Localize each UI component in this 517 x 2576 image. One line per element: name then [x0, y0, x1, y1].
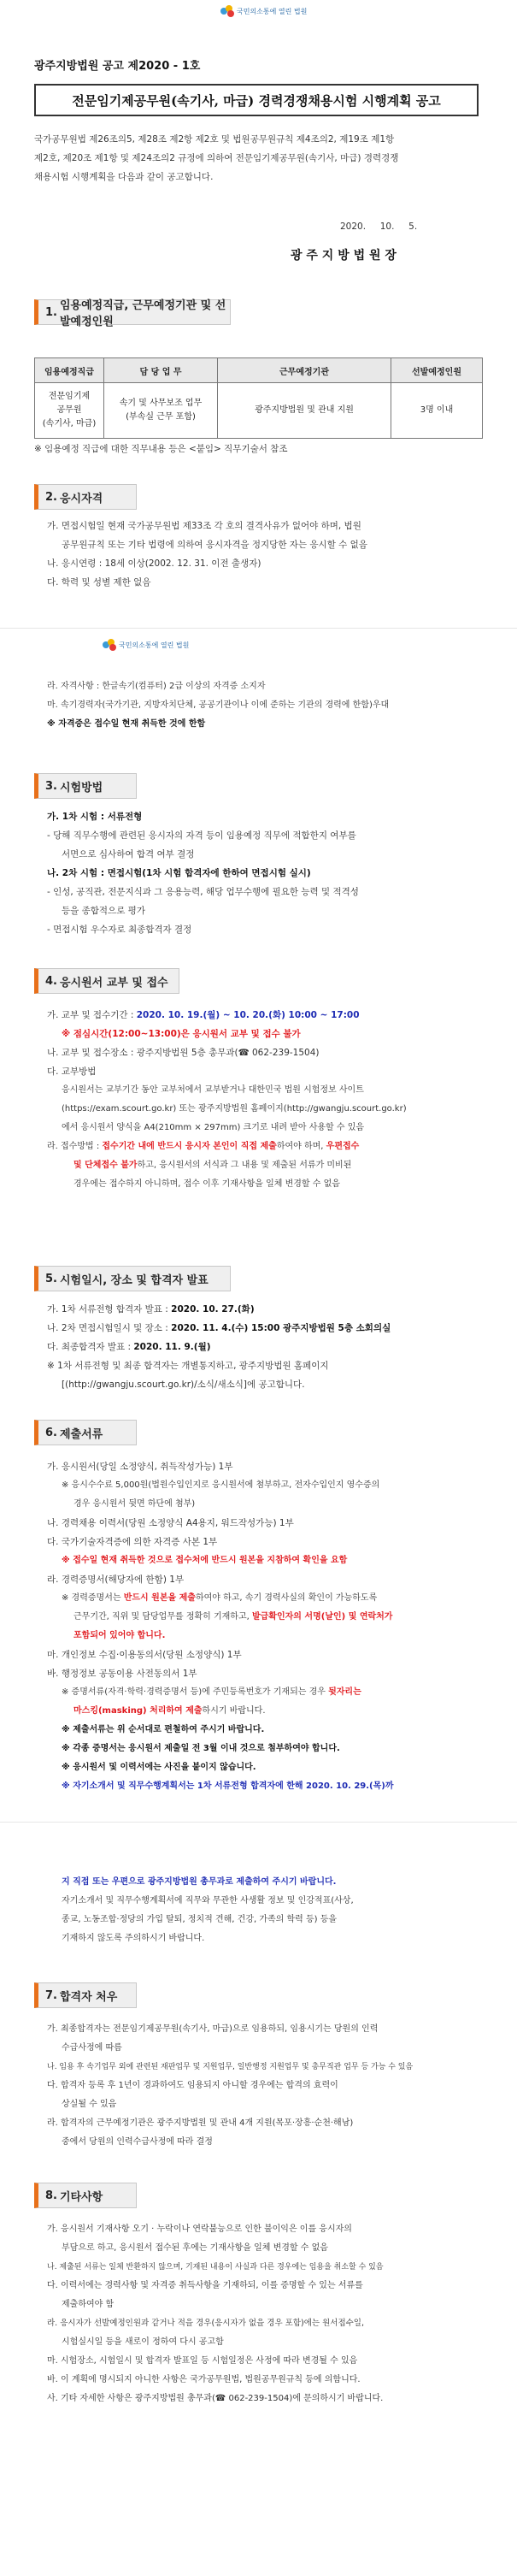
s6-note: ※ 응시원서 및 이력서에는 사진을 붙이지 않습니다. — [62, 1763, 256, 1772]
s4-submit-2: 및 단체접수 불가하고, 응시원서의 서식과 그 내용 및 제출된 서류가 미비된 — [73, 1161, 352, 1170]
table-note: ※ 임용예정 직급에 대한 직무내용 등은 <붙임> 직무기술서 참조 — [34, 444, 288, 454]
s8-line: 부담으로 하고, 응시원서 접수된 후에는 기재사항을 일체 변경할 수 없음 — [62, 2243, 328, 2253]
s6-line: 가. 응시원서(당일 소정양식, 취득작성가능) 1부 — [47, 1462, 233, 1472]
s6-line: 다. 국가기술자격증에 의한 자격증 사본 1부 — [47, 1537, 218, 1547]
s3-line: 서면으로 심사하여 합격 여부 결정 — [62, 849, 195, 860]
s7-line: 수급사정에 따름 — [62, 2043, 122, 2053]
notice-number: 광주지방법원 공고 제2020 - 1호 — [34, 60, 201, 73]
s6-note: ※ 접수일 현재 취득한 것으로 접수처에 반드시 원본을 지참하여 확인을 요함 — [62, 1556, 348, 1565]
table-row — [35, 383, 483, 439]
s2-line: 공무원규칙 또는 기타 법령에 의하여 응시자격을 정지당한 자는 응시할 수 없음 — [62, 540, 367, 550]
s2-line: 나. 응시연령 : 18세 이상(2002. 12. 31. 이전 출생자) — [47, 558, 261, 569]
s3-line: - 면접시험 우수자로 최종합격자 결정 — [47, 925, 192, 935]
s6-note-cont: 지 직접 또는 우편으로 광주지방법원 총무과로 제출하여 주시기 바랍니다. — [62, 1877, 337, 1887]
s6-line: 나. 경력채용 이력서(당원 소정양식 A4용지, 워드작성가능) 1부 — [47, 1518, 294, 1528]
court-logo-mid — [103, 639, 189, 651]
s4-line: 응시원서는 교부기간 동안 교부처에서 교부받거나 대한민국 법원 시험정보 사이트 — [62, 1085, 364, 1095]
s2-line: 가. 면접시험일 현재 국가공무원법 제33조 각 호의 결격사유가 없어야 하며, 법원 — [47, 521, 361, 531]
logo-icon — [220, 5, 234, 17]
s6-note: ※ 자기소개서 및 직무수행계획서는 1차 서류전형 합격자에 한해 2020. 10. 29.(목)까 — [62, 1781, 394, 1791]
s8-line: 다. 이력서에는 경력사항 및 자격증 취득사항을 기재하되, 이를 증명할 수 있는 서류를 — [47, 2281, 363, 2290]
s4-line: 에서 응시원서 양식을 A4(210mm × 297mm) 크기로 내려 받아 사용할 수 있음 — [62, 1123, 365, 1132]
s6-line: 마. 개인정보 수집·이용동의서(당원 소정양식) 1부 — [47, 1650, 242, 1660]
s6-line: 기재하지 않도록 주의하시기 바랍니다. — [62, 1934, 205, 1943]
s3-line: - 당해 직무수행에 관련된 응시자의 자격 등이 임용예정 직무에 적합한지 여부를 — [47, 830, 356, 841]
s6-note: ※ 각종 증명서는 응시원서 제출일 전 3월 이내 것으로 첨부하여야 합니다. — [62, 1744, 340, 1753]
table-header: 담 당 업 무 — [104, 358, 218, 383]
s8-line: 제출하여야 함 — [62, 2300, 115, 2309]
s3-line: 가. 1차 시험 : 서류전형 — [47, 812, 143, 822]
table-cell-grade: 전문임기제 공무원 (속기사, 마급) — [35, 383, 104, 439]
section-1-header: 1. 임용예정직급, 근무예정기관 및 선발예정인원 — [34, 299, 231, 325]
s7-line: 가. 최종합격자는 전문임기제공무원(속기사, 마급)으로 임용하되, 임용시기는 당원의 인력 — [47, 2024, 379, 2034]
page-divider — [0, 1822, 517, 1823]
intro-line-2: 제2호, 제20조 제1항 및 제24조의2 규정에 의하여 전문임기제공무원(속기사, 마급) 경력경쟁 — [34, 153, 399, 163]
s6-line: 근무기간, 직위 및 담당업무를 정확히 기재하고, 발급확인자의 서명(날인) 및 연락처가 — [73, 1612, 393, 1622]
s2-line: 마. 속기경력자(국가기관, 지방자치단체, 공공기관이나 이에 준하는 기관의 경력에 한함)우대 — [47, 700, 390, 710]
s2-line: 라. 자격사항 : 한글속기(컴퓨터) 2급 이상의 자격증 소지자 — [47, 682, 266, 691]
table-header: 선발예정인원 — [391, 358, 483, 383]
s4-period: 가. 교부 및 접수기간 : 2020. 10. 19.(월) ~ 10. 20.(화) 10:00 ~ 17:00 — [47, 1010, 360, 1020]
s8-line: 마. 시험장소, 시험일시 및 합격자 발표일 등 시험일정은 사정에 따라 변경될 수 있음 — [47, 2356, 358, 2366]
s3-line: 나. 2차 시험 : 면접시험(1차 시험 합격자에 한하여 면접시험 실시) — [47, 868, 311, 878]
recruitment-table — [34, 357, 483, 439]
s4-link-line: (https://exam.scourt.go.kr) 또는 광주지방법원 홈페이지(http://gwangju.scourt.go.kr) — [62, 1104, 407, 1114]
s3-line: 등을 종합적으로 평가 — [62, 906, 145, 916]
table-header: 근무예정기관 — [218, 358, 391, 383]
s6-note: ※ 제출서류는 위 순서대로 편철하여 주시기 바랍니다. — [62, 1725, 265, 1734]
page-divider — [0, 628, 517, 629]
section-8-header: 8. 기타사항 — [34, 2183, 137, 2208]
s6-line: 포함되어 있어야 합니다. — [73, 1631, 166, 1640]
section-5-header: 5. 시험일시, 장소 및 합격자 발표 — [34, 1266, 231, 1291]
s6-line: ※ 경력증명서는 반드시 원본을 제출하여야 하고, 속기 경력사실의 확인이 가능하도록 — [62, 1593, 378, 1603]
s4-place: 나. 교부 및 접수장소 : 광주지방법원 5층 총무과(☎ 062-239-1504) — [47, 1048, 320, 1058]
section-3-header: 3. 시험방법 — [34, 773, 137, 799]
page-title: 전문임기제공무원(속기사, 마급) 경력경쟁채용시험 시행계획 공고 — [34, 84, 479, 116]
notice-date: 2020. 10. 5. — [340, 222, 418, 232]
intro-line-1: 국가공무원법 제26조의5, 제28조 제2항 제2호 및 법원공무원규칙 제4조의2, 제19조 제1항 — [34, 134, 395, 145]
section-6-header: 6. 제출서류 — [34, 1420, 137, 1445]
s6-line: 자기소개서 및 직무수행계획서에 직무와 무관한 사생활 정보 및 인강적표(사상, — [62, 1896, 354, 1905]
s6-line: 종교, 노동조합·정당의 가입 탈퇴, 정치적 견해, 건강, 가족의 학력 등) 등을 — [62, 1915, 338, 1924]
table-cell-duty: 속기 및 사무보조 업무 (부속실 근무 포함) — [104, 383, 218, 439]
signature: 광 주 지 방 법 원 장 — [291, 249, 397, 263]
s6-line: 바. 행정정보 공동이용 사전동의서 1부 — [47, 1669, 197, 1679]
s7-line: 라. 합격자의 근무예정기관은 광주지방법원 및 관내 4개 지원(목포·장흥·순천·해남) — [47, 2118, 354, 2128]
s8-line: 바. 이 계획에 명시되지 아니한 사항은 국가공무원법, 법원공무원규칙 등에 의함니다. — [47, 2375, 361, 2384]
s8-line: 라. 응시자가 선발예정인원과 같거나 적을 경우(응시자가 없을 경우 포함)에는 원서접수일, — [47, 2319, 365, 2328]
table-cell-count: 3명 이내 — [391, 383, 483, 439]
s4-submit: 라. 접수방법 : 접수기간 내에 반드시 응시자 본인이 직접 제출하여야 하며, 우편접수 — [47, 1142, 360, 1151]
section-2-header: 2. 응시자격 — [34, 484, 137, 510]
s6-line: 마스킹(masking) 처리하여 제출하시기 바랍니다. — [73, 1706, 266, 1716]
logo-icon — [103, 639, 116, 651]
s4-lunch-note: ※ 점심시간(12:00~13:00)은 응시원서 교부 및 접수 불가 — [62, 1029, 301, 1039]
s8-line: 사. 기타 자세한 사항은 광주지방법원 총무과(☎ 062-239-1504)에 문의하시기 바랍니다. — [47, 2394, 384, 2403]
s5-line: 가. 1차 서류전형 합격자 발표 : 2020. 10. 27.(화) — [47, 1304, 255, 1315]
s8-line: 가. 응시원서 기재사항 오기 · 누락이나 연락불능으로 인한 불이익은 이를 응시자의 — [47, 2224, 352, 2234]
s5-line: 다. 최종합격자 발표 : 2020. 11. 9.(월) — [47, 1342, 211, 1352]
s7-line: 상실될 수 있음 — [62, 2100, 117, 2109]
logo-text: 국민의소통에 열린 법원 — [119, 641, 190, 649]
s7-line: 다. 합격자 등록 후 1년이 경과하여도 임용되지 아니할 경우에는 합격의 효력이 — [47, 2081, 338, 2090]
s8-line: 나. 제출된 서류는 일체 반환하지 않으며, 기재된 내용이 사실과 다른 경우에는 임용을 취소할 수 있음 — [47, 2263, 384, 2272]
s6-line: ※ 응시수수료 5,000원(법원수입인지로 응시원서에 첨부하고, 전자수입인지 영수증의 — [62, 1480, 380, 1490]
s6-line: ※ 증명서류(자격·학력·경력증명서 등)에 주민등록번호가 기재되는 경우 뒷자리는 — [62, 1687, 361, 1697]
court-logo-top — [220, 5, 307, 17]
s2-note: ※ 자격증은 접수일 현재 취득한 것에 한함 — [47, 719, 206, 729]
s3-line: - 인성, 공직관, 전문지식과 그 응용능력, 해당 업무수행에 필요한 능력 및 적격성 — [47, 887, 359, 897]
s6-line: 라. 경력증명서(해당자에 한함) 1부 — [47, 1575, 185, 1585]
section-4-header: 4. 응시원서 교부 및 접수 — [34, 968, 179, 994]
s4-method-label: 다. 교부방법 — [47, 1066, 97, 1077]
s8-line: 시험실시일 등을 새로이 정하여 다시 공고함 — [62, 2337, 224, 2347]
s7-line: 나. 임용 후 속기업무 외에 관련된 재판업무 및 지원업무, 일반행정 지원업무 및 총무직관 업무 등 가능 수 있음 — [47, 2063, 414, 2071]
logo-text: 국민의소통에 열린 법원 — [237, 7, 308, 15]
s5-note: [(http://gwangju.scourt.go.kr)/소식/새소식]에 공고합니다. — [62, 1380, 305, 1390]
table-header: 임용예정직급 — [35, 358, 104, 383]
s5-line: 나. 2차 면접시험일시 및 장소 : 2020. 11. 4.(수) 15:00 광주지방법원 5층 소회의실 — [47, 1323, 391, 1333]
s4-line: 경우에는 접수하지 아니하며, 접수 이후 기재사항을 일체 변경할 수 없음 — [73, 1179, 340, 1189]
s7-line: 중에서 당원의 인력수급사정에 따라 결정 — [62, 2137, 213, 2147]
intro-line-3: 채용시험 시행계획을 다음과 같이 공고합니다. — [34, 172, 214, 182]
table-cell-agency: 광주지방법원 및 관내 지원 — [218, 383, 391, 439]
section-7-header: 7. 합격자 처우 — [34, 1982, 137, 2008]
s2-line: 다. 학력 및 성별 제한 없음 — [47, 577, 151, 588]
s5-note: ※ 1차 서류전형 및 최종 합격자는 개별통지하고, 광주지방법원 홈페이지 — [47, 1361, 329, 1371]
s6-line: 경우 응시원서 뒷면 하단에 첨부) — [73, 1499, 196, 1509]
